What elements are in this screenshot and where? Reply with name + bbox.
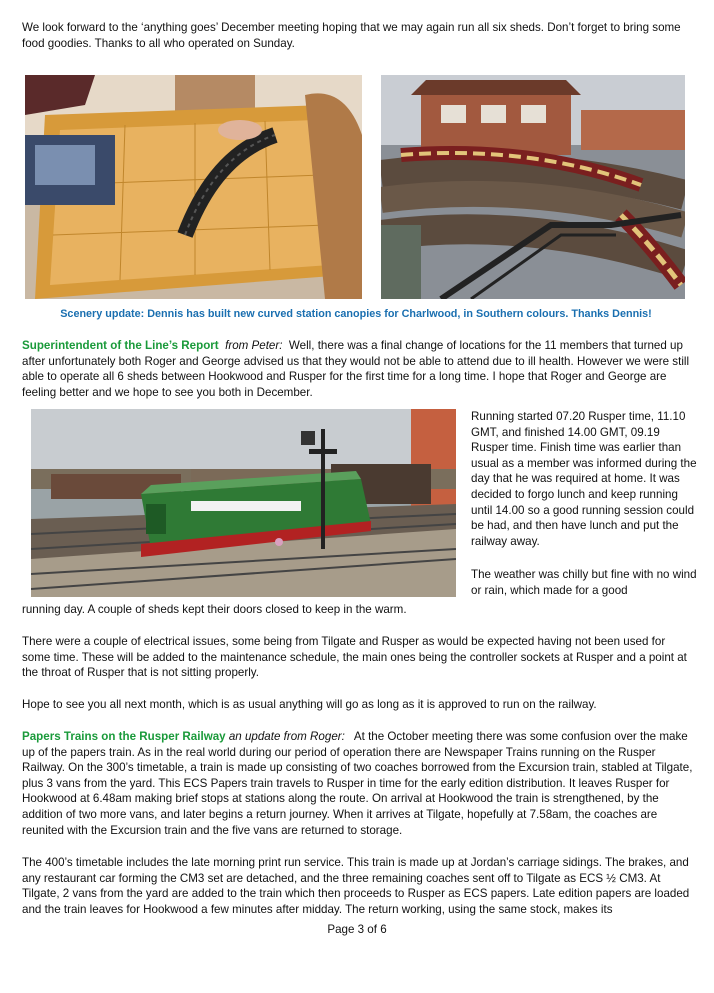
weather-continuation: running day. A couple of sheds kept their doors closed to keep in the warm. (22, 603, 407, 616)
photo-caption: Scenery update: Dennis has built new curved station canopies for Charlwood, in Southern colours. Thanks Dennis! (60, 308, 652, 320)
running-paragraph: Running started 07.20 Rusper time, 11.10 GMT, and finished 14.00 GMT, 09.19 Rusper time. Finish time was earlier than usual as a member was informed during the day that he was required at home. It was decided to forgo lunch and keep running until 14.00 so a good running session could be had, and then have lunch and put the railway away. (471, 410, 697, 548)
superintendent-byline: from Peter: (225, 339, 283, 352)
papers-text: At the October meeting there was some confusion over the make up of the papers train. As in the real world during our period of operation there are Newspaper Trains running on the Rusper Railway. On the 300’s timetable, a train is made up consisting of two coaches borrowed from the Excursion train, stabled at Tilgate, plus 3 vans from the yard. This ECS Papers train travels to Rusper in time for the early edition distribution. It leaves Rusper for Hookwood at 6.48am making brief stops at stations along the route. On arrival at Hookwood the train is strengthened, by the addition of two more vans, and later begins a return journey. When it arrives at Tilgate, hopefully at 7.58am, the coaches are reunited with the Excursion train and the five vans are returned to storage. (22, 730, 693, 837)
electrical-paragraph: There were a couple of electrical issues, some being from Tilgate and Rusper as would be expected having not been used for some time. These will be added to the maintenance schedule, the main ones being the controller sockets at Rusper and a point at the throat of Rusper that is not sitting properly. (22, 635, 687, 680)
superintendent-paragraph (22, 338, 694, 400)
photo-green-locomotive (31, 409, 456, 597)
weather-paragraph: The weather was chilly but fine with no wind or rain, which made for a good (471, 568, 697, 597)
papers-heading: Papers Trains on the Rusper Railway (22, 730, 226, 743)
papers-byline: an update from Roger: (228, 730, 345, 743)
timetable-400-paragraph: The 400’s timetable includes the late morning print run service. This train is made up at Jordan’s carriage sidings. The brakes, and any restaurant car forming the CM3 set are detached, and the three remaining coaches sent off to Tilgate as ECS ½ CM3. At Tilgate, 2 vans from the yard are added to the train which then proceeds to Rusper as ECS papers. Late edition papers are loaded and the train leaves for Hookwood a few minutes after midday. The return working, using the same stock, makes its (22, 856, 690, 916)
photo-charlwood-station (381, 75, 685, 299)
intro-paragraph: We look forward to the ‘anything goes’ December meeting hoping that we may again run all six sheds. Don’t forget to bring some food goodies. Thanks to all who operated on Sunday. (22, 21, 681, 50)
hope-paragraph: Hope to see you all next month, which is as usual anything will go as long as it is approved to run on the railway. (22, 698, 597, 711)
papers-paragraph (22, 729, 694, 838)
photo-canopy-construction (25, 75, 362, 299)
superintendent-text: Well, there was a final change of locations for the 11 members that turned up after unfortunately both Roger and George advised us that they would not be able to attend due to ill health. However we were still able to operate all 6 sheds between Hookwood and Rusper for the first time for a long time. I hope that Roger and George are feeling better and we hope to see you both in December. (22, 339, 690, 399)
page-number: Page 3 of 6 (327, 923, 387, 936)
superintendent-heading: Superintendent of the Line’s Report (22, 339, 219, 352)
